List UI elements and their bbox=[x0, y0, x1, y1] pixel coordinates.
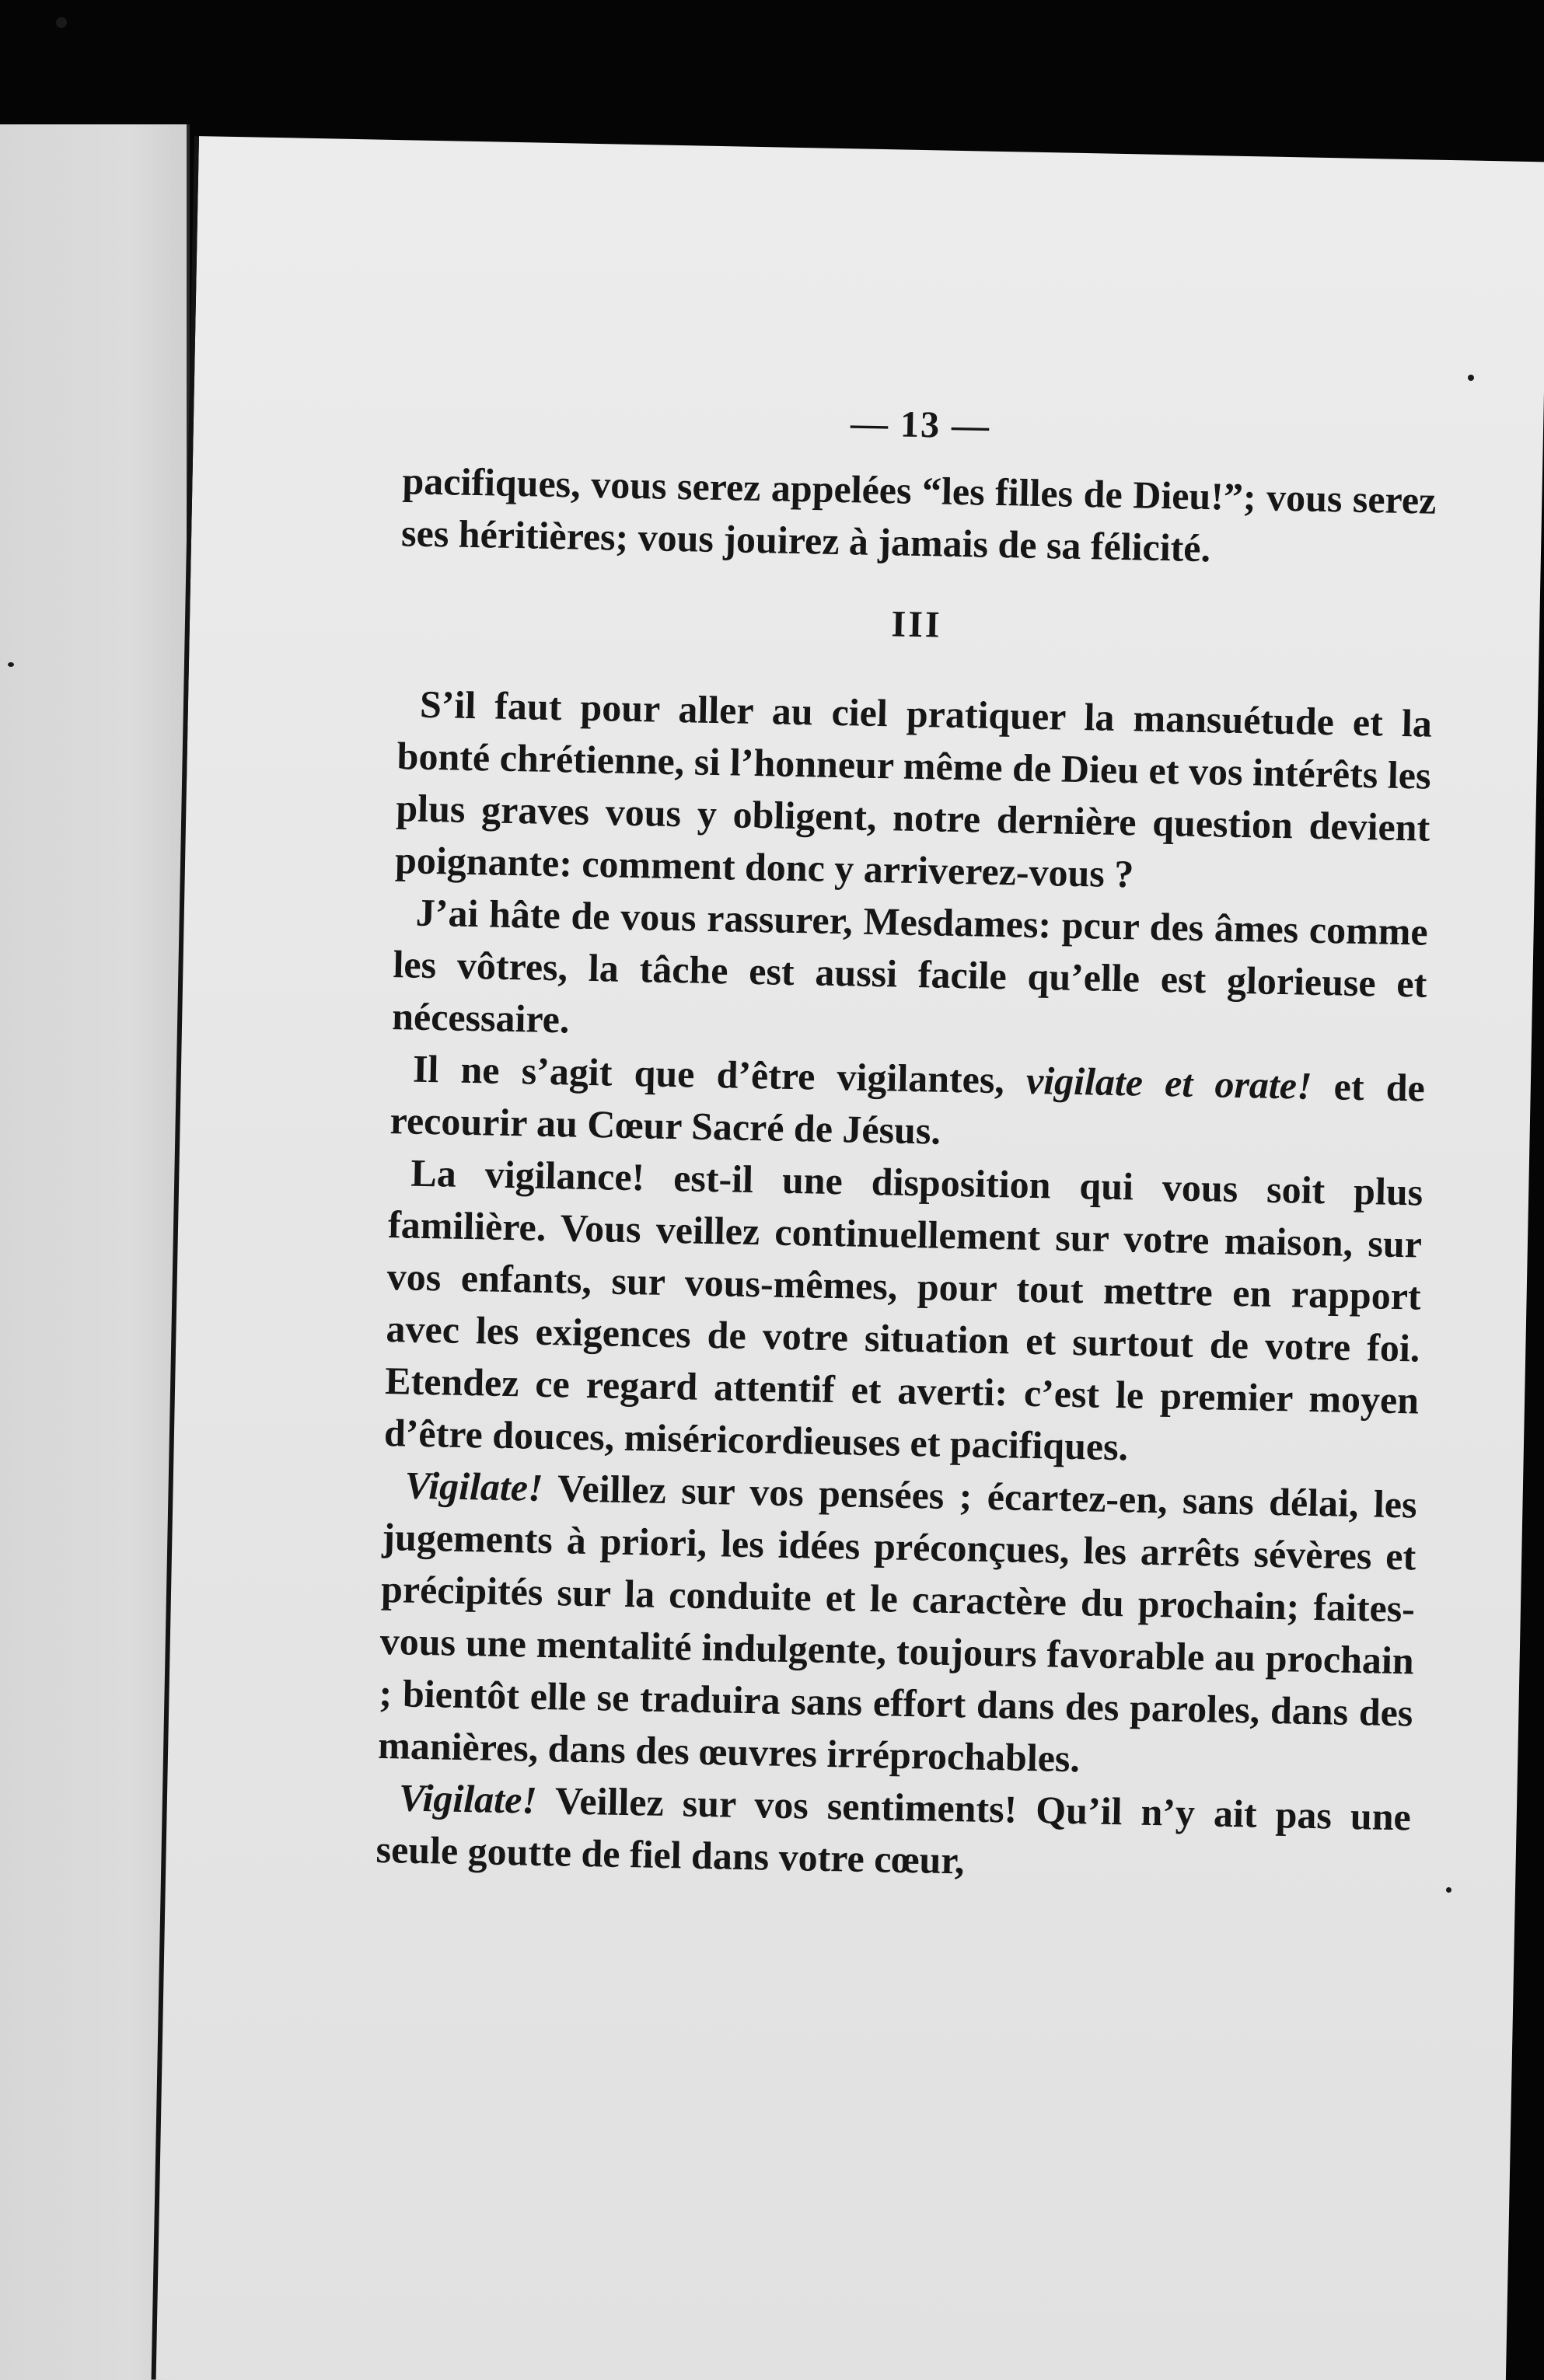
paragraph-3 bbox=[389, 1042, 1425, 1167]
paragraph-5 bbox=[378, 1459, 1417, 1791]
paragraph-3-text-start: Il ne s’agit que d’être vigilantes, bbox=[412, 1046, 1027, 1102]
paragraph-5-latin-word: Vigilate! bbox=[404, 1463, 544, 1509]
paragraph-5-text: Veillez sur vos pensées ; écartez-en, sans délai, les jugements à priori, les idées préconçues, les arrêts sévères et précipités sur la conduite et le caractère du prochain; faites-vous une mentalité indulgente, toujours favorable au prochain ; bientôt elle se traduira sans effort dans des paroles, dans des manières, dans des œuvres irréprochables. bbox=[377, 1465, 1418, 1781]
paragraph-1: S’il faut pour aller au ciel pratiquer la mansuétude et la bonté chrétienne, si l’honneur même de Dieu et vos intérêts les plus graves vous y obligent, notre dernière question devient poignante: comment donc y arriverez-vous ? bbox=[394, 682, 1433, 896]
paragraph-6-text: Veillez sur vos sentiments! Qu’il n’y ait pas une seule goutte de fiel dans votre cœur, bbox=[376, 1778, 1412, 1883]
paragraph-3-text-end: et de recourir au Cœur Sacré de Jésus. bbox=[389, 1063, 1426, 1153]
paragraph-4: La vigilance! est-il une disposition qui vous soit plus familière. Vous veillez continuellement sur votre maison, sur vos enfants, sur vous-mêmes, pour tout mettre en rapport avec les exigences de votre situation et surtout de votre foi. Etendez ce regard attentif et averti: c’est le premier moyen d’être douces, miséricordieuses et pacifiques. bbox=[383, 1150, 1423, 1469]
paragraph-3-latin-phrase: vigilate et orate! bbox=[1025, 1058, 1313, 1108]
section-heading: III bbox=[891, 603, 943, 646]
scan-speck bbox=[56, 17, 67, 28]
scan-speck bbox=[1468, 375, 1474, 381]
scan-speck bbox=[8, 662, 14, 667]
paragraph-6 bbox=[376, 1771, 1411, 1896]
book-page bbox=[152, 136, 1544, 2380]
page-text bbox=[376, 389, 1437, 1895]
paragraph-6-latin-word: Vigilate! bbox=[398, 1775, 538, 1822]
paragraph-2: J’ai hâte de vous rassurer, Mesdames: pcur des âmes comme les vôtres, la tâche est aussi facile qu’elle est glorieuse et nécessaire. bbox=[391, 890, 1429, 1042]
opening-paragraph: pacifiques, vous serez appelées “les filles de Dieu!”; vous serez ses héritières; vous jouirez à jamais de sa félicité. bbox=[400, 459, 1437, 571]
scan-speck bbox=[1446, 1887, 1451, 1893]
page-number: — 13 — bbox=[850, 403, 991, 447]
